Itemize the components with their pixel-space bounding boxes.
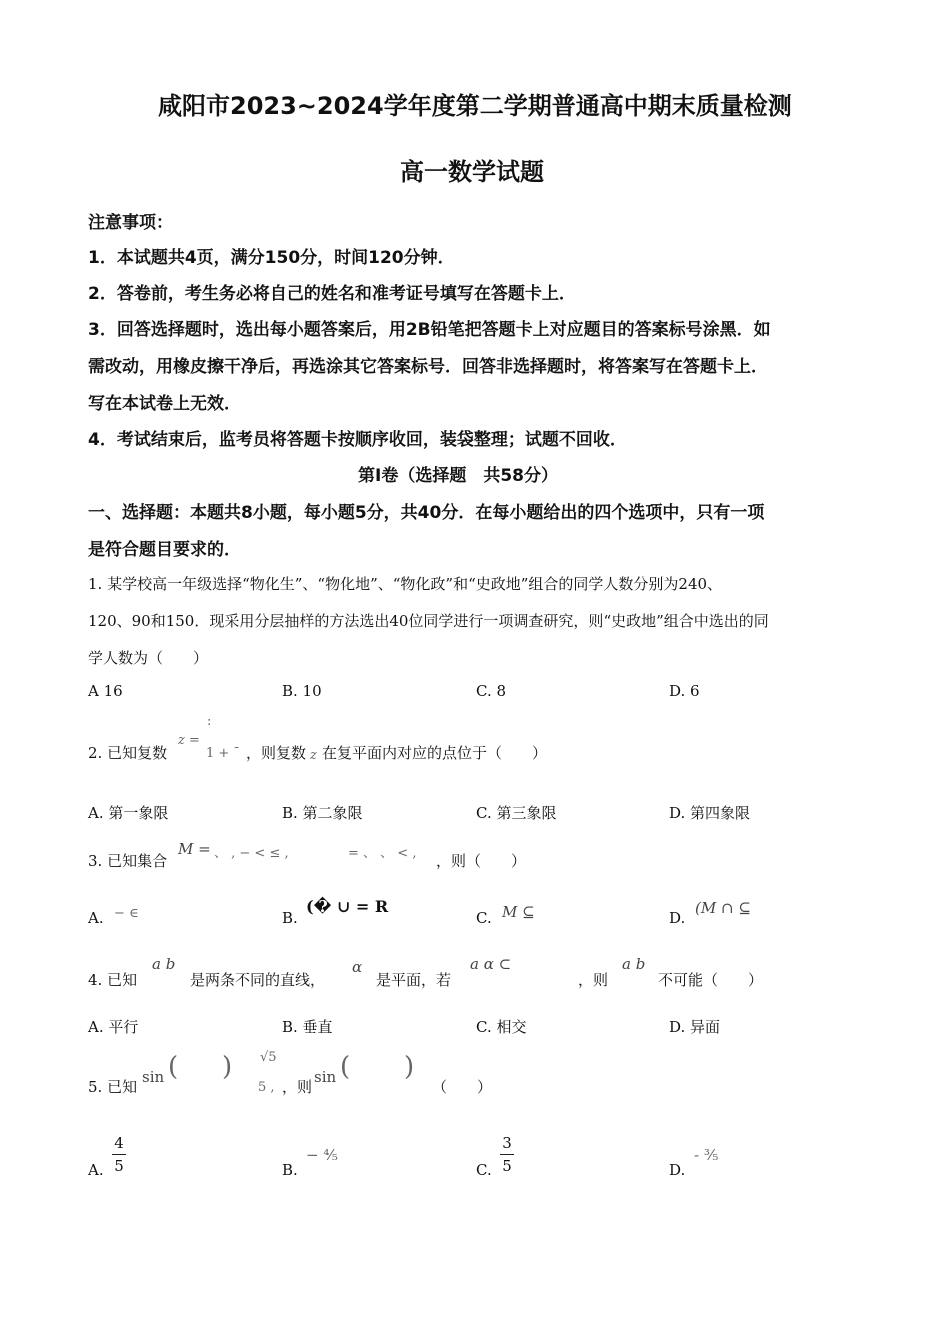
page-title: 咸阳市2023~2024学年度第二学期普通高中期末质量检测 (158, 92, 792, 120)
q5-option-a-label: A. (88, 1161, 104, 1179)
q5-prefix: 5. 已知 (88, 1078, 138, 1096)
q5-middle-text: ，则 (282, 1078, 313, 1096)
q3-option-b-math: (� ∪ = R (306, 897, 389, 916)
q3-option-a-math: − ∈ (114, 906, 139, 921)
part1-instruction-line1: 一、选择题：本题共8小题，每小题5分，共40分．在每小题给出的四个选项中，只有一项 (88, 503, 765, 523)
q3-suffix: ，则（ ） (436, 852, 527, 870)
q3-option-b-label: B. (282, 909, 298, 927)
q4-option-b: B. 垂直 (282, 1018, 333, 1036)
q1-option-a: A 16 (88, 682, 123, 700)
q1-text-line2: 120、90和150．现采用分层抽样的方法选出40位同学进行一项调查研究，则“史政地”组合中选出的同 (88, 612, 769, 630)
q4-option-c: C. 相交 (476, 1018, 527, 1036)
q3-set-m-body: 、 , − < ≤ , (214, 846, 289, 861)
notes-item-3-line1: 3．回答选择题时，选出每小题答案后，用2B铅笔把答题卡上对应题目的答案标号涂黑．如 (88, 320, 771, 340)
q5-given-value-bottom: 5 , (258, 1080, 275, 1095)
q2-formula-numerator: : (207, 714, 212, 729)
q3-option-a-label: A. (88, 909, 104, 927)
q5-paren-right-2: ) (404, 1052, 415, 1082)
q5-option-b-label: B. (282, 1161, 298, 1179)
q5-paren-right-1: ) (222, 1052, 233, 1082)
q5-option-a-fraction (112, 1134, 126, 1175)
q4-prefix: 4. 已知 (88, 971, 138, 989)
q4-suffix: 不可能（ ） (658, 971, 764, 989)
q4-lines-ab-2: a b (622, 955, 646, 973)
q1-text-line3: 学人数为（ ） (88, 649, 209, 667)
notes-item-1: 1．本试题共4页，满分150分，时间120分钟． (88, 248, 455, 268)
q1-option-b: B. 10 (282, 682, 322, 700)
q5-paren-left-2: ( (340, 1052, 351, 1082)
notes-item-2: 2．答卷前，考生务必将自己的姓名和准考证号填写在答题卡上． (88, 284, 576, 304)
q1-text-line1: 1. 某学校高一年级选择“物化生”、“物化地”、“物化政”和“史政地”组合的同学人数分别为240、 (88, 575, 723, 593)
q5-sin-1: sin (142, 1068, 165, 1086)
q1-option-d: D. 6 (669, 682, 700, 700)
q3-option-d-label: D. (669, 909, 686, 927)
part1-instruction-line2: 是符合题目要求的． (88, 540, 241, 560)
q4-lines-ab: a b (152, 955, 176, 973)
q1-option-c: C. 8 (476, 682, 507, 700)
q3-set-m-label: M = (178, 840, 211, 858)
page-subtitle: 高一数学试题 (400, 158, 544, 186)
q4-plane-alpha: α (352, 958, 363, 976)
q5-given-value-top: √5 (260, 1050, 277, 1065)
q5-option-c-numerator: 3 (502, 1134, 512, 1152)
q3-prefix: 3. 已知集合 (88, 852, 168, 870)
q2-option-b: B. 第二象限 (282, 804, 363, 822)
q3-option-c-math: M ⊆ (502, 903, 535, 921)
q2-option-a: A. 第一象限 (88, 804, 169, 822)
notes-item-3-line2: 需改动，用橡皮擦干净后，再选涂其它答案标号．回答非选择题时，将答案写在答题卡上． (88, 357, 768, 377)
q3-option-d-math: (M ∩ ⊆ (695, 899, 751, 917)
notes-item-4: 4．考试结束后，监考员将答题卡按顺序收回，装袋整理；试题不回收． (88, 430, 627, 450)
notes-heading: 注意事项： (88, 213, 173, 233)
q5-option-d-label: D. (669, 1161, 686, 1179)
q2-prefix: 2. 已知复数 (88, 744, 168, 762)
q2-option-c: C. 第三象限 (476, 804, 557, 822)
q5-answer-blank: （ ） (432, 1078, 493, 1096)
q5-option-c-denominator: 5 (502, 1157, 512, 1175)
q4-condition: a α ⊂ (470, 955, 512, 973)
q5-paren-left-1: ( (168, 1052, 179, 1082)
q5-option-a-denominator: 5 (114, 1157, 124, 1175)
q4-text-then: ，则 (578, 971, 609, 989)
q5-option-b-math: − ⁴⁄₅ (306, 1146, 338, 1164)
q2-middle-text: ，则复数 (246, 744, 307, 762)
q5-option-c-label: C. (476, 1161, 492, 1179)
q4-text-lines: 是两条不同的直线， (190, 971, 326, 989)
q5-option-a-numerator: 4 (114, 1134, 124, 1152)
q4-option-d: D. 异面 (669, 1018, 721, 1036)
q3-option-c-label: C. (476, 909, 492, 927)
q5-option-c-fraction (500, 1134, 514, 1175)
q2-formula-lhs: z = (178, 733, 200, 748)
notes-item-3-line3: 写在本试卷上无效． (88, 394, 241, 414)
q5-option-d-math: - ³⁄₅ (694, 1146, 719, 1164)
q4-text-plane: 是平面，若 (376, 971, 452, 989)
q3-set-n-body: = 、 、 < , (348, 846, 417, 861)
q5-sin-2: sin (314, 1068, 337, 1086)
q2-suffix: 在复平面内对应的点位于（ ） (322, 744, 548, 762)
volume-title: 第I卷（选择题 共58分） (358, 466, 558, 486)
q2-variable-z: z (310, 748, 317, 763)
q4-option-a: A. 平行 (88, 1018, 139, 1036)
q2-formula-denominator: 1 + ¯ (206, 746, 240, 761)
q2-option-d: D. 第四象限 (669, 804, 751, 822)
